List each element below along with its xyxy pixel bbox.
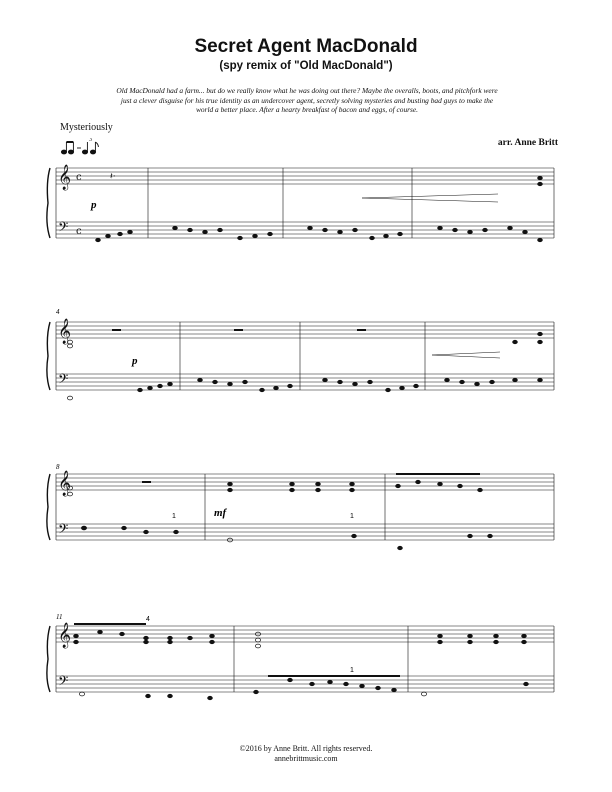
arranger-credit: arr. Anne Britt — [497, 138, 558, 148]
copyright-notice: ©2016 by Anne Britt. All rights reserved. — [239, 744, 373, 753]
website-link[interactable]: annebrittmusic.com — [274, 754, 338, 763]
triplet-number: 3 — [89, 138, 92, 143]
measure-number: 4 — [56, 308, 60, 316]
score-system-2 — [0, 308, 612, 408]
svg-text:𝄞: 𝄞 — [58, 165, 72, 190]
page-footer — [0, 744, 612, 764]
svg-text:𝄢: 𝄢 — [58, 521, 69, 540]
svg-text:𝄢: 𝄢 — [58, 371, 69, 390]
tempo-marking: Mysteriously — [60, 122, 113, 133]
svg-text:c: c — [76, 226, 82, 237]
dynamic-marking: p — [91, 199, 97, 211]
svg-text:𝄞: 𝄞 — [58, 471, 72, 496]
fingering: 1 — [350, 513, 354, 520]
measure-number: 11 — [56, 613, 63, 621]
svg-text:c: c — [76, 172, 82, 183]
piece-title: Secret Agent MacDonald — [194, 36, 418, 57]
fingering: 1 — [350, 667, 354, 674]
fingering: 1 — [172, 513, 176, 520]
intro-text: Old MacDonald had a farm... but do we really know what he was doing out there? Maybe the overalls, boots, and pitchfork were just a clever disguise for his true identity as an undercover agent, secretly solving mysteries and busting bad guys to make the world a better place. After a hearty breakfast of bacon and eggs, of course. — [116, 86, 498, 115]
piece-subtitle: (spy remix of "Old MacDonald") — [219, 60, 393, 72]
measure-number: 8 — [56, 463, 60, 471]
swing-rhythm-icon — [60, 138, 104, 156]
dynamic-marking: p — [132, 355, 138, 367]
score-system-1 — [0, 160, 612, 255]
score-system-4 — [0, 612, 612, 712]
svg-text:𝄢: 𝄢 — [58, 673, 69, 692]
svg-text:𝄞: 𝄞 — [58, 319, 72, 344]
fingering: 4 — [146, 616, 150, 623]
svg-text:𝄢: 𝄢 — [58, 219, 69, 238]
dynamic-marking: mf — [214, 507, 227, 519]
score-system-3 — [0, 462, 612, 557]
svg-text:𝄞: 𝄞 — [58, 623, 72, 648]
svg-text:𝄽·: 𝄽· — [110, 172, 116, 182]
